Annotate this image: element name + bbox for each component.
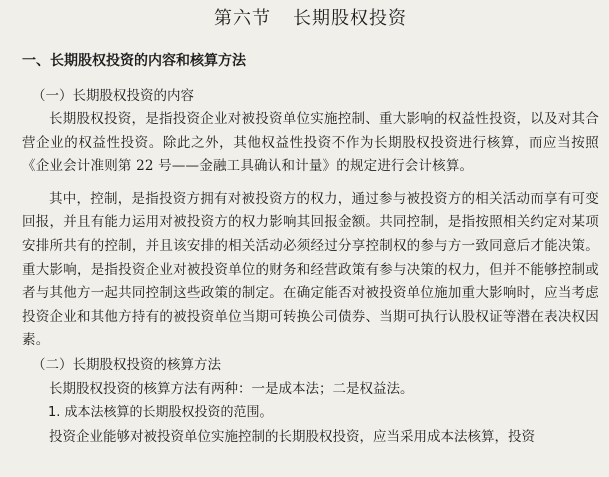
paragraph-control-definition: 其中，控制，是指投资方拥有对被投资方的权力，通过参与被投资方的相关活动而享有可变回报，并且有能力运用对被投资方的权力影响其回报金额。共同控制，是指按照相关约定对某项安排所共有的控制，并且该安排的相关活动必须经过分享控制权的参与方一致同意后才能决策。重大影响，是指投资企业对被投资单位的财务和经营政策有参与决策的权力，但并不能够控制或者与其他方一起共同控制这些政策的制定。在确定能否对被投资单位施加重大影响时，应当考虑投资企业和其他方持有的被投资单位当期可转换公司债券、当期可执行认股权证等潜在表决权因素。 — [22, 190, 599, 349]
section-title-text: 长期股权投资 — [293, 8, 407, 29]
methods-line: 长期股权投资的核算方法有两种：一是成本法；二是权益法。 — [49, 380, 414, 397]
cost-method-text: 投资企业能够对被投资单位实施控制的长期股权投资，应当采用成本法核算，投资 — [49, 428, 535, 445]
paragraph-definition: 长期股权投资，是指投资企业对被投资单位实施控制、重大影响的权益性投资，以及对其合营企业的权益性投资。除此之外，其他权益性投资不作为长期股权投资进行核算，而应当按照《企业会计准则第 22 号——金融工具确认和计量》的规定进行会计核算。 — [22, 111, 599, 175]
section-title — [22, 0, 599, 34]
heading-level-1: 一、长期股权投资的内容和核算方法 — [22, 53, 246, 69]
cost-method-scope-heading: 1. 成本法核算的长期股权投资的范围。 — [48, 404, 273, 420]
section-number: 第六节 — [214, 8, 271, 29]
subheading-content: （一）长期股权投资的内容 — [32, 88, 194, 104]
subheading-methods: （二）长期股权投资的核算方法 — [32, 356, 221, 373]
